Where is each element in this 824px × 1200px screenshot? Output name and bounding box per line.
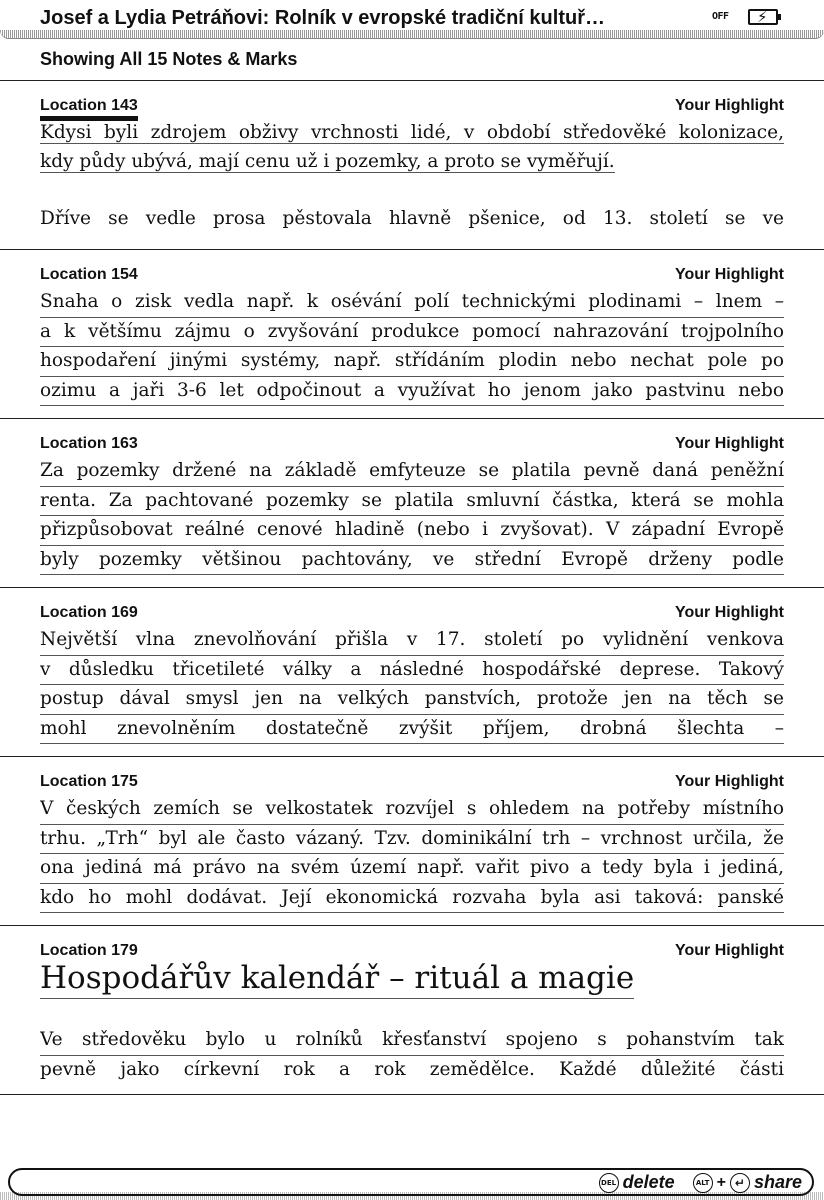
note-line: Největší vlna znevolňování přišla v 17. století po vylidnění venkova [40, 626, 784, 656]
note-line: hospodaření jinými systémy, např. střídáním plodin nebo nechat pole po [40, 347, 784, 377]
note-line: a k většímu zájmu o zvyšování produkce pomocí nahrazování trojpolního [40, 318, 784, 348]
note-line: v důsledku třicetileté války a následné hospodářské deprese. Takový [40, 656, 784, 686]
del-key-icon: DEL [599, 1173, 619, 1193]
battery-charging-icon: ⚡ [748, 9, 778, 25]
note-location: Location 175 [40, 773, 138, 790]
bottom-action-bar [8, 1168, 814, 1196]
note-line: kdo ho mohl dodávat. Její ekonomická rozvaha byla asi taková: panské [40, 884, 784, 914]
note-line: V českých zemích se velkostatek rozvíjel s ohledem na potřeby místního [40, 795, 784, 825]
note-line: přizpůsobovat reálné cenové hladině (nebo i zvyšovat). V západní Evropě [40, 516, 784, 546]
divider [0, 249, 824, 250]
note-text [40, 288, 784, 406]
note-line: Kdysi byli zdrojem obživy vrchnosti lidé, v období středověké kolonizace, [40, 122, 784, 143]
wireless-off-indicator: OFF [712, 11, 729, 22]
alt-key-icon: ALT [693, 1173, 713, 1193]
status-bar [0, 0, 824, 36]
note-text [40, 795, 784, 913]
note-type: Your Highlight [674, 942, 784, 959]
enter-key-icon: ↵ [730, 1173, 750, 1193]
note-type: Your Highlight [674, 435, 784, 452]
note-location: Location 143 [40, 97, 138, 121]
note-type: Your Highlight [674, 266, 784, 283]
note-location: Location 163 [40, 435, 138, 452]
status-bar-divider [0, 30, 824, 39]
note-type: Your Highlight [674, 604, 784, 621]
divider [0, 587, 824, 588]
note-line: mohl znevolněním dostatečně zvýšit příjem, drobná šlechta – [40, 715, 784, 745]
divider [0, 80, 824, 81]
divider [0, 418, 824, 419]
note-location: Location 154 [40, 266, 138, 283]
note-location: Location 169 [40, 604, 138, 621]
note-line: kdy půdy ubývá, mají cenu už i pozemky, a proto se vyměřují. [40, 150, 615, 172]
note-location: Location 179 [40, 942, 138, 959]
note-heading: Hospodářův kalendář – rituál a magie [40, 960, 634, 999]
note-type: Your Highlight [674, 97, 784, 114]
note-text [40, 626, 784, 744]
note-line: Za pozemky držené na základě emfyteuze se platila pevně daná peněžní [40, 457, 784, 487]
note-type: Your Highlight [674, 773, 784, 790]
note-line: renta. Za pachtované pozemky se platila smluvní částka, která se mohla [40, 487, 784, 517]
notes-header: Showing All 15 Notes & Marks [40, 49, 298, 69]
share-action[interactable]: share [753, 1172, 802, 1192]
note-line: trhu. „Trh“ byl ale často vázaný. Tzv. dominikální trh – vrchnost určila, že [40, 825, 784, 855]
note-line: ona jediná má právo na svém území např. vařit pivo a tedy byla i jediná, [40, 854, 784, 884]
note-line: byly pozemky většinou pachtovány, ve střední Evropě drženy podle [40, 546, 784, 576]
note-line [40, 176, 784, 205]
note-line: pevně jako církevní rok a rok zemědělce. Každé důležité části [40, 1058, 784, 1080]
note-text [40, 457, 784, 575]
divider [0, 756, 824, 757]
delete-action[interactable]: delete [622, 1172, 675, 1192]
note-line: Snaha o zisk vedla např. k osévání polí technickými plodinami – lnem – [40, 288, 784, 318]
note-line: Dříve se vedle prosa pěstovala hlavně pšenice, od 13. století se ve [40, 207, 784, 229]
divider [0, 1094, 824, 1095]
plus-icon: + [716, 1173, 726, 1191]
note-text [40, 1026, 784, 1084]
note-text [40, 119, 784, 233]
book-title: Josef a Lydia Petráňovi: Rolník v evropské tradiční kultuř… [40, 7, 605, 29]
note-line: postup dával smysl jen na velkých panstvích, protože jen na těch se [40, 685, 784, 715]
divider [0, 925, 824, 926]
note-line: ozimu a jaři 3-6 let odpočinout a využívat ho jenom jako pastvinu nebo [40, 377, 784, 407]
note-line: Ve středověku bylo u rolníků křesťanství spojeno s pohanstvím tak [40, 1026, 784, 1056]
